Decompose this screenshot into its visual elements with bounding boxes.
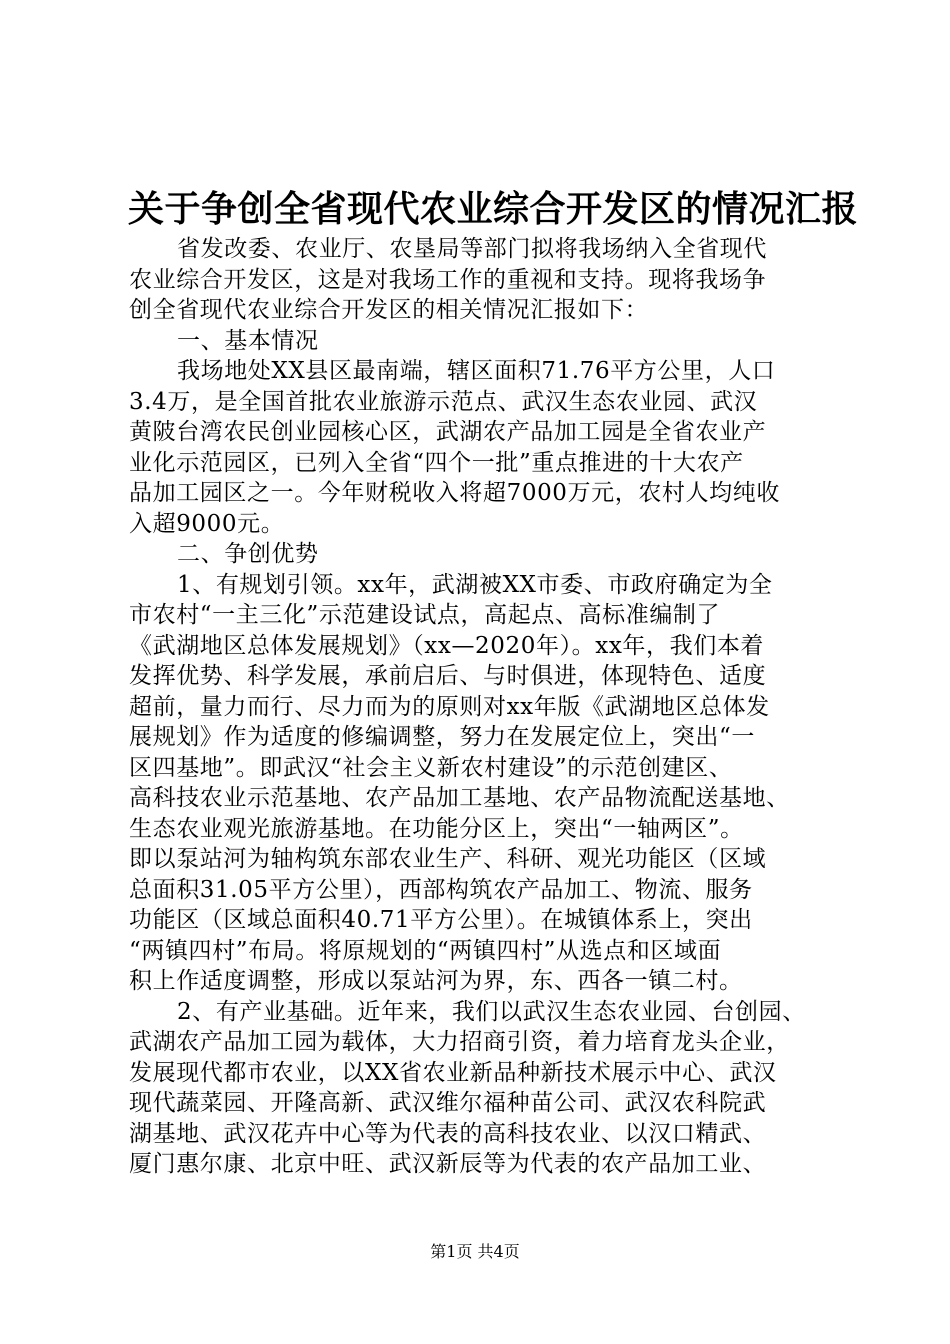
text-line: 生态农业观光旅游基地。在功能分区上，突出“一轴两区”。: [129, 815, 744, 842]
text-line: 省发改委、农业厅、农垦局等部门拟将我场纳入全省现代: [177, 236, 767, 262]
text-line: 1、有规划引领。xx年，武湖被XX市委、市政府确定为全: [177, 571, 773, 598]
text-line: 一、基本情况: [177, 327, 319, 354]
text-line: 即以泵站河为轴构筑东部农业生产、科研、观光功能区（区域: [129, 846, 767, 872]
text-line: 发挥优势、科学发展，承前启后、与时俱进，体现特色、适度: [129, 663, 767, 689]
text-line: 超前，量力而行、尽力而为的原则对xx年版《武湖地区总体发: [129, 693, 770, 720]
document-title: 关于争创全省现代农业综合开发区的情况汇报: [128, 189, 859, 230]
text-line: 厦门惠尔康、北京中旺、武汉新辰等为代表的农产品加工业、: [129, 1151, 767, 1177]
text-line: 功能区（区域总面积40.71平方公里）。在城镇体系上，突出: [129, 907, 753, 933]
text-line: “两镇四村”布局。将原规划的“两镇四村”从选点和区域面: [129, 937, 722, 964]
text-line: 二、争创优势: [177, 541, 319, 567]
text-line: 《武湖地区总体发展规划》（xx—2020年）。xx年，我们本着: [129, 632, 765, 659]
text-line: 武湖农产品加工园为载体，大力招商引资，着力培育龙头企业，: [129, 1029, 790, 1055]
text-line: 黄陂台湾农民创业园核心区，武湖农产品加工园是全省农业产: [129, 419, 767, 445]
text-line: 品加工园区之一。今年财税收入将超7000万元，农村人均纯收: [129, 480, 780, 506]
text-line: 市农村“一主三化”示范建设试点，高起点、高标准编制了: [129, 602, 721, 628]
text-line: 展规划》作为适度的修编调整，努力在发展定位上，突出“一: [129, 724, 755, 750]
document-body: [129, 234, 831, 1180]
text-line: 业化示范园区，已列入全省“四个一批”重点推进的十大农产: [129, 449, 744, 476]
text-line: 入超9000元。: [129, 510, 285, 537]
text-line: 积上作适度调整，形成以泵站河为界，东、西各一镇二村。: [129, 968, 743, 994]
text-line: 创全省现代农业综合开发区的相关情况汇报如下：: [129, 297, 649, 323]
text-line: 现代蔬菜园、开隆高新、武汉维尔福种苗公司、武汉农科院武: [129, 1090, 767, 1116]
text-line: 3.4万，是全国首批农业旅游示范点、武汉生态农业园、武汉: [129, 388, 758, 415]
text-line: 2、有产业基础。近年来，我们以武汉生态农业园、台创园、: [177, 998, 806, 1025]
text-line: 总面积31.05平方公里），西部构筑农产品加工、物流、服务: [129, 876, 753, 903]
text-line: 发展现代都市农业，以XX省农业新品种新技术展示中心、武汉: [129, 1059, 777, 1086]
text-line: 区四基地”。即武汉“社会主义新农村建设”的示范创建区、: [129, 754, 733, 781]
text-line: 我场地处XX县区最南端，辖区面积71.76平方公里，人口: [177, 358, 776, 384]
text-line: 高科技农业示范基地、农产品加工基地、农产品物流配送基地、: [129, 785, 790, 811]
page-footer: 第1页 共4页: [430, 1242, 520, 1261]
text-line: 农业综合开发区，这是对我场工作的重视和支持。现将我场争: [129, 266, 767, 293]
text-line: 湖基地、武汉花卉中心等为代表的高科技农业、以汉口精武、: [129, 1120, 767, 1147]
